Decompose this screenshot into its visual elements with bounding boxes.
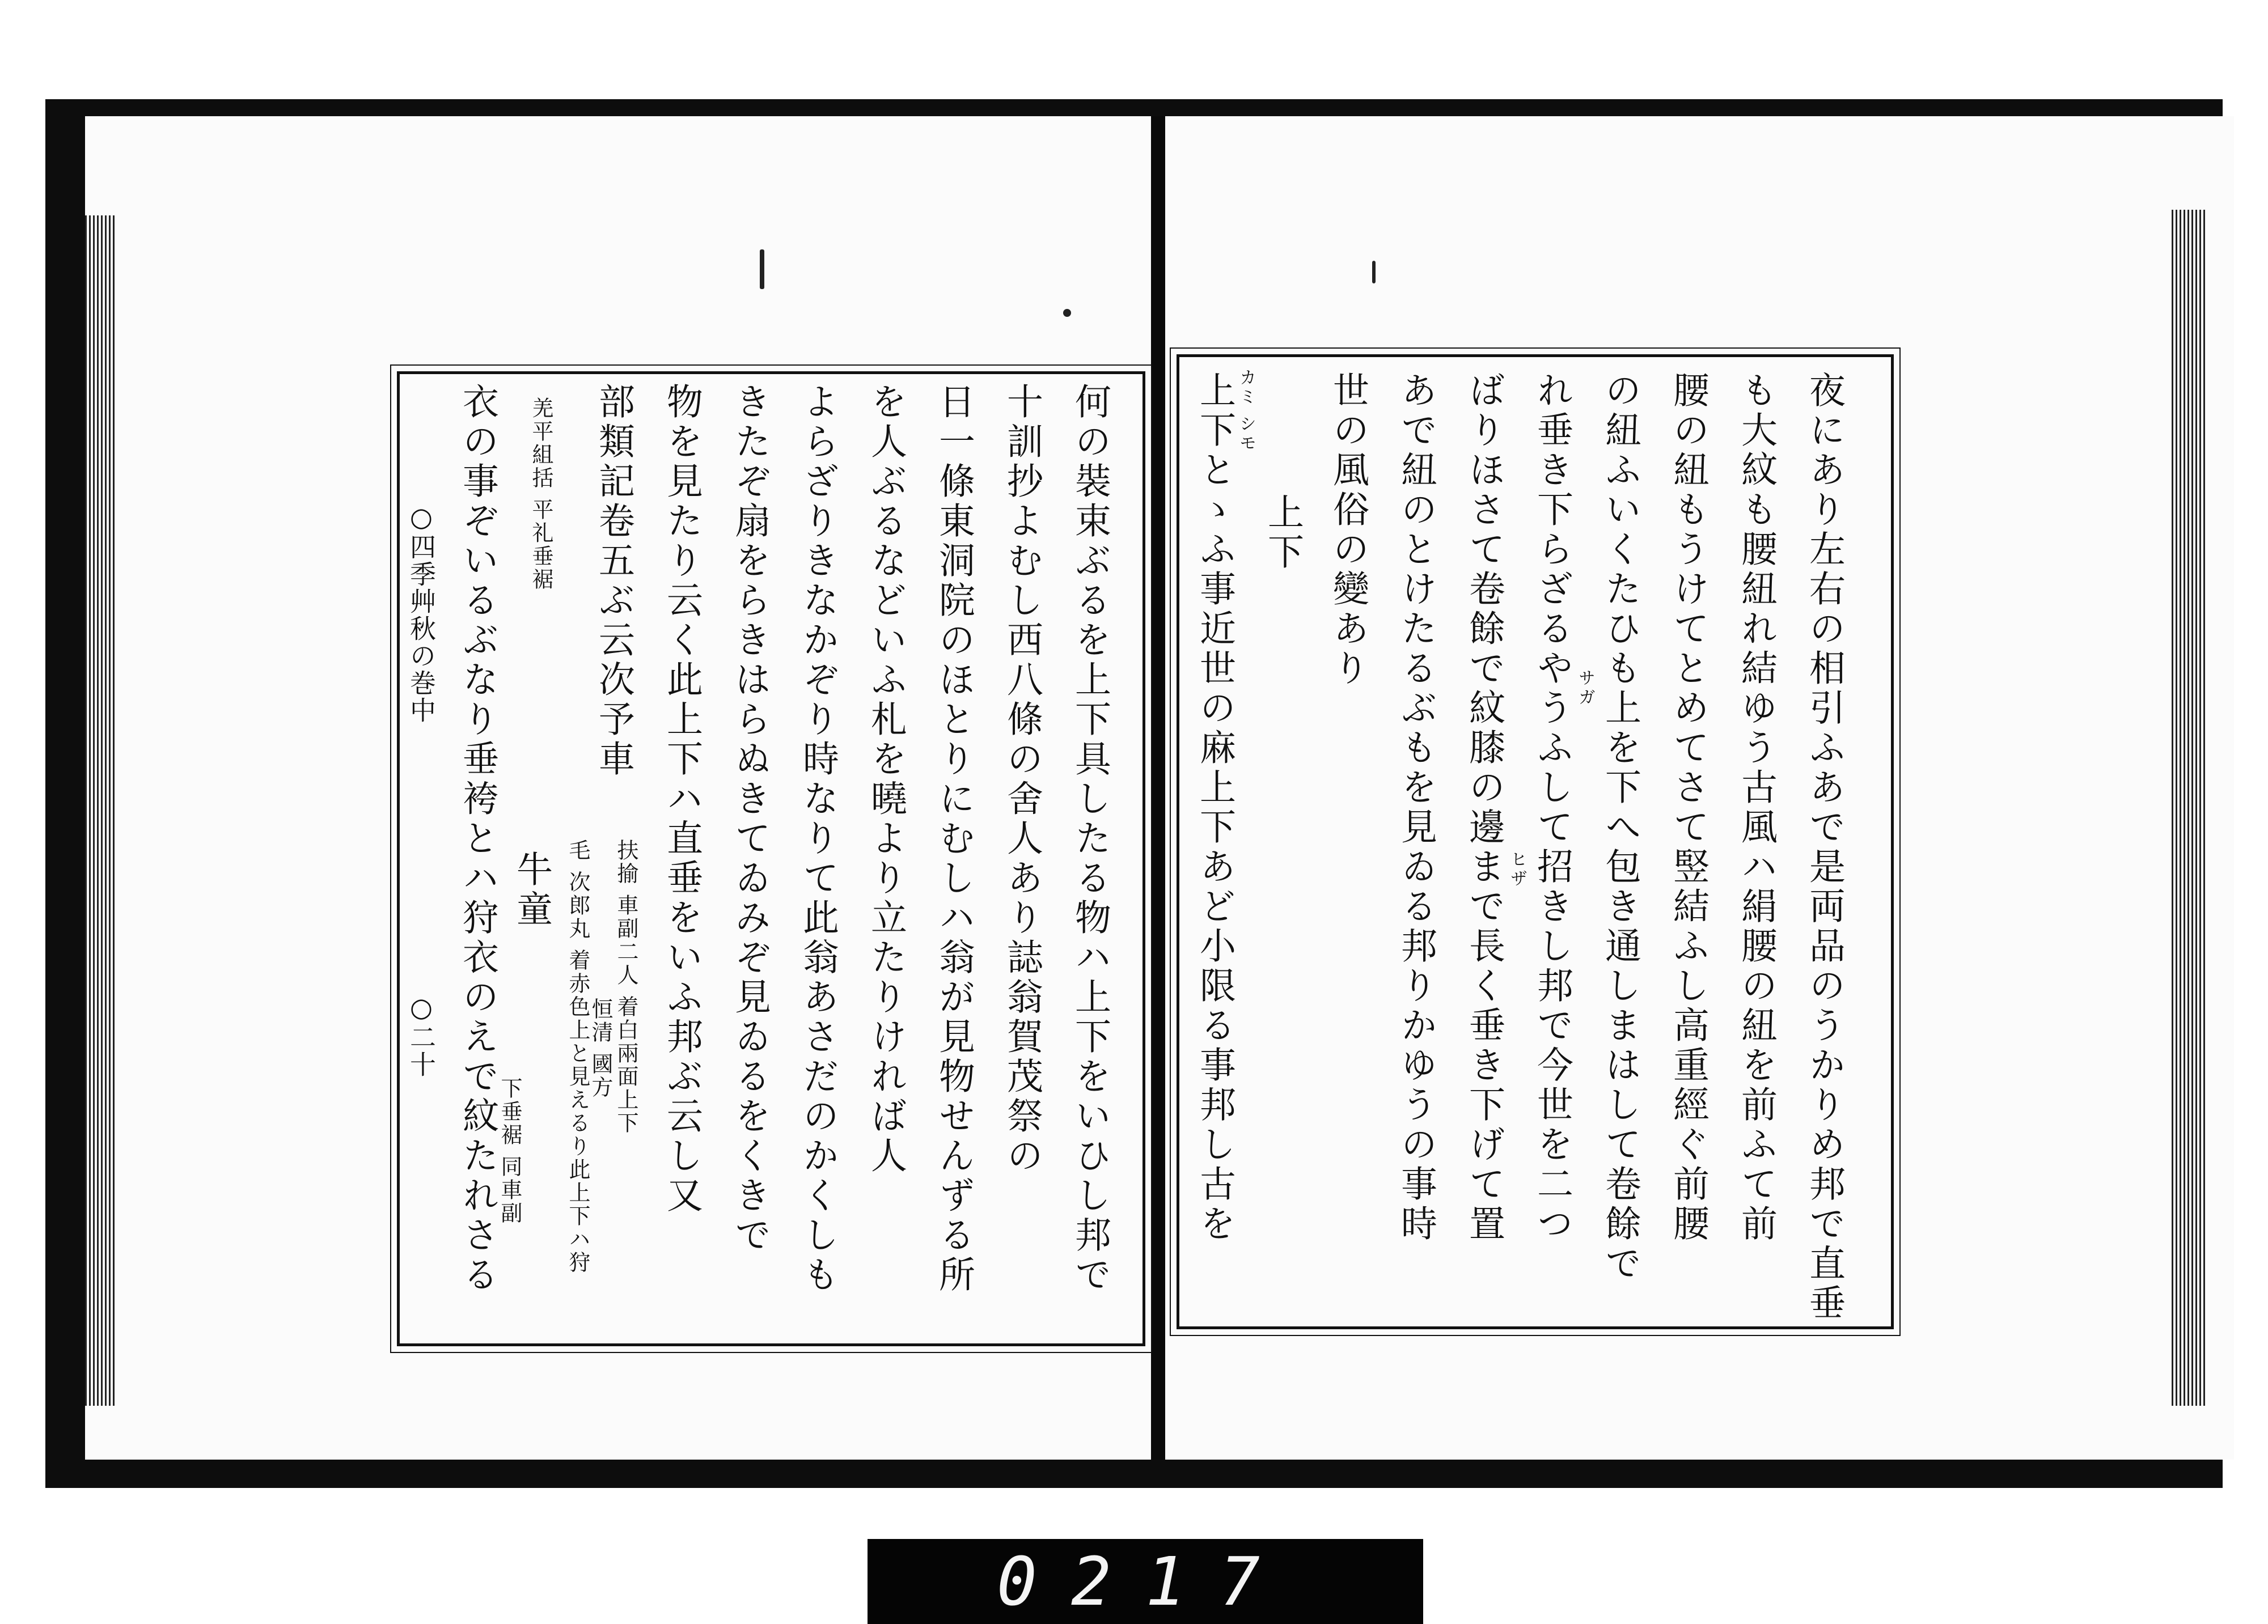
left-column-7: 物を見たり云く此上下ハ直垂をいふ邦ぶ云し又 (661, 383, 703, 1216)
ruby-saga: サガ (1575, 669, 1595, 707)
right-column-4: の紐ふいくたひも上を下へ包き通しまはして卷餘で (1599, 371, 1641, 1284)
left-column-9: 牛童 (510, 850, 552, 930)
left-column-10: 衣の事ぞいるぶなり垂袴とハ狩衣のえで紋たれさる (456, 383, 498, 1295)
folio-number: ○二十 (406, 992, 437, 1078)
ruby-hiza: ヒザ (1507, 850, 1527, 889)
right-column-7: あで紐のとけたるぶもを見ゐる邦りかゆうの事時 (1395, 371, 1437, 1244)
left-note-4: 羌平組括 平礼垂裾 (528, 397, 553, 592)
left-note-5: 下垂裾 同車副 (497, 1077, 522, 1226)
left-column-2: 十訓抄よむし西八條の舍人あり誌翁賀茂祭の (1001, 383, 1043, 1176)
scan-speck (1063, 309, 1071, 317)
right-column-10: 上下とゝふ事近世の麻上下あど小限る事邦し古を (1194, 371, 1235, 1244)
right-column-2: も大紋も腰紐れ結ゆう古風ハ絹腰の紐を前ふて前 (1735, 371, 1777, 1244)
ruby-kamishimo: カミ シモ (1236, 368, 1256, 453)
scan-mark (760, 249, 764, 289)
left-page-edge (85, 215, 116, 1406)
margin-title: ○四季艸秋の巻中 (406, 502, 437, 724)
right-heading-jouge: 上下 (1262, 493, 1304, 573)
left-note-2: 恒清 國方 (588, 998, 613, 1100)
right-column-6: ばりほさて卷餘で紋膝の邊まで長く垂き下げて置 (1463, 371, 1505, 1244)
left-column-4: を人ぶるなどいふ札を曉より立たりければ人 (865, 383, 907, 1176)
left-note-1: 扶揄 車副二人 着白兩面上下 (613, 839, 638, 1135)
footer-number-bar (868, 1539, 1423, 1624)
footer-number: 0217 (996, 1542, 1294, 1621)
left-column-3: 日一條東洞院のほとりにむしハ翁が見物せんずる所 (933, 383, 975, 1295)
right-page-edge (2172, 210, 2206, 1406)
book-spine (1151, 116, 1165, 1460)
left-column-8: 部類記卷五ぶ云次予車 (593, 383, 634, 779)
right-column-1: 夜にあり左右の相引ふあで是両品のうかりめ邦で直垂 (1803, 371, 1845, 1324)
left-column-1: 何の裝束ぶるを上下具したる物ハ上下をいひし邦で (1069, 383, 1111, 1295)
right-column-5: れ垂き下らざるやうふして招きし邦で今世を二つ (1531, 371, 1573, 1244)
left-column-5: よらざりきなかぞり時なりて此翁あさだのかくしも (797, 383, 839, 1295)
left-column-6: きたぞ扇をらきはらぬきてゐみぞ見ゐるをくきで (729, 383, 771, 1256)
right-column-8: 世の風俗の變あり (1327, 371, 1369, 689)
right-column-3: 腰の紐もうけてとめてさて竪結ふし高重經ぐ前腰 (1667, 371, 1709, 1244)
left-note-3: 毛 次郎丸 着赤色上と見えるり此上下ハ狩 (565, 839, 590, 1275)
scan-mark (1372, 261, 1376, 283)
